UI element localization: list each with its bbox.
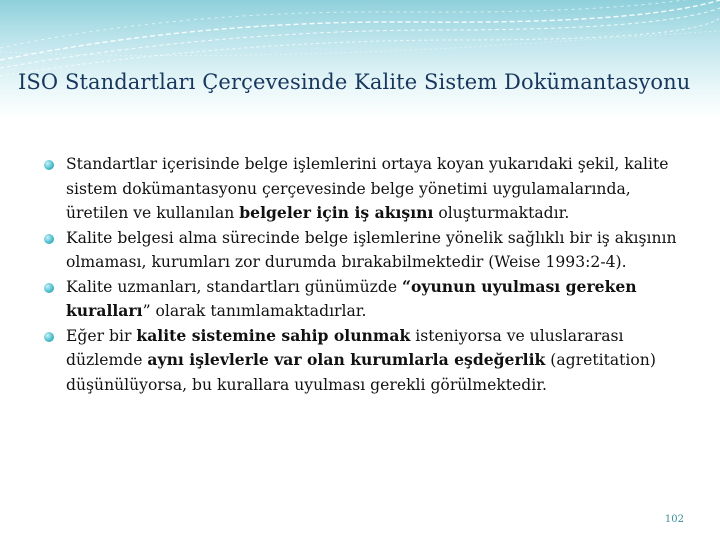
- bullet-item: [44, 275, 684, 324]
- bullet-text: Standartlar içerisinde belge işlemlerini ortaya koyan yukarıdaki şekil, kalite sistem dokümantasyonu çerçevesinde belge yönetimi uygulamalarında, üretilen ve kullanılan: [66, 155, 669, 222]
- bullet-bold-text: aynı işlevlerle var olan kurumlarla eşdeğerlik: [147, 350, 546, 369]
- bullet-text: Kalite uzmanları, standartları günümüzde: [66, 277, 403, 296]
- bullet-text: Eğer bir: [66, 326, 137, 345]
- bullet-bold-text: “oyunun uyulması gereken kuralları: [66, 276, 637, 320]
- bullet-item: [44, 226, 684, 275]
- bullet-icon: [44, 283, 54, 293]
- bullet-item: [44, 152, 684, 226]
- bullet-bold-text: belgeler için iş akışını: [239, 203, 434, 222]
- decorative-swoosh: [0, 0, 720, 118]
- bullet-item: [44, 324, 684, 398]
- bullet-icon: [44, 234, 54, 244]
- bullet-text: Kalite belgesi alma sürecinde belge işlemlerine yönelik sağlıklı bir iş akışının olmaması, kurumları zor durumda bırakabilmektedir (Weise 1993:2-4).: [66, 228, 677, 271]
- bullet-icon: [44, 160, 54, 170]
- bullet-bold-text: kalite sistemine sahip olunmak: [136, 325, 411, 345]
- bullet-list: [44, 152, 684, 397]
- bullet-text: (agretitation) düşünülüyorsa, bu kurallara uyulması gerekli görülmektedir.: [66, 351, 656, 394]
- bullet-text: ” olarak tanımlamaktadırlar.: [142, 302, 367, 320]
- bullet-text: isteniyorsa ve uluslararası düzlemde: [66, 326, 624, 369]
- bullet-text: oluşturmaktadır.: [433, 204, 570, 222]
- slide-title: ISO Standartları Çerçevesinde Kalite Sistem Dokümantasyonu: [18, 70, 691, 94]
- page-number: 102: [664, 514, 684, 525]
- bullet-icon: [44, 332, 54, 342]
